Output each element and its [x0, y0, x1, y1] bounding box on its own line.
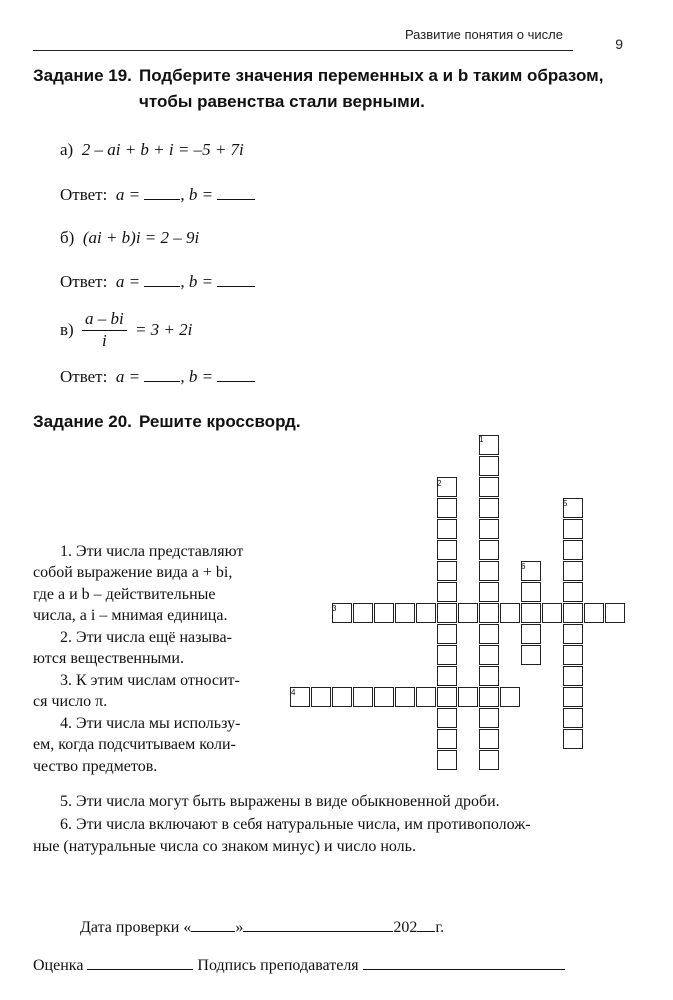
answer-a-blank[interactable] — [144, 272, 180, 287]
crossword-cell[interactable] — [563, 708, 583, 728]
crossword-cell[interactable] — [395, 687, 415, 707]
year-blank[interactable] — [417, 917, 435, 932]
crossword-number: 3 — [332, 604, 337, 613]
crossword-cell[interactable] — [521, 603, 541, 623]
grade-blank[interactable] — [87, 955, 193, 970]
crossword-cell[interactable] — [563, 645, 583, 665]
crossword-cell[interactable] — [437, 645, 457, 665]
answer-b-blank[interactable] — [217, 272, 255, 287]
crossword-cell[interactable] — [437, 750, 457, 770]
crossword-cell[interactable] — [521, 582, 541, 602]
answer-label: Ответ: — [60, 367, 108, 386]
crossword-cell[interactable] — [479, 687, 499, 707]
crossword-cell[interactable] — [479, 708, 499, 728]
crossword-cell[interactable] — [353, 603, 373, 623]
check-day-blank[interactable] — [191, 917, 235, 932]
item-letter: б) — [60, 228, 75, 247]
clue-line: где a и b – действительные — [33, 586, 216, 603]
page-number: 9 — [615, 36, 623, 52]
answer-row-a: Ответ: a = , b = — [60, 185, 255, 205]
crossword-cell[interactable] — [563, 582, 583, 602]
clue-line: ные (натуральные числа со знаком минус) и число ноль. — [33, 838, 416, 855]
check-date-row — [80, 917, 444, 937]
answer-b-label: b = — [188, 367, 214, 386]
crossword-cell[interactable] — [437, 687, 457, 707]
grade-label: Оценка — [33, 957, 84, 974]
crossword-cell[interactable] — [437, 519, 457, 539]
crossword-cell[interactable] — [437, 561, 457, 581]
item-letter: а) — [60, 140, 74, 159]
clue-line: 6. Эти числа включают в себя натуральные числа, им противополож- — [60, 816, 531, 833]
answer-row-c: Ответ: a = , b = — [60, 367, 255, 387]
crossword-number: 6 — [521, 562, 526, 571]
crossword-cell[interactable] — [437, 582, 457, 602]
clue-line: числа, а i – мнимая единица. — [33, 607, 228, 624]
clue-line: чество предметов. — [33, 758, 158, 775]
section-title: Развитие понятия о числе — [404, 27, 563, 42]
task19-title-line1: Подберите значения переменных a и b таким образом, — [139, 66, 604, 85]
clue-line: ются вещественными. — [33, 650, 184, 667]
clue-line: собой выражение вида a + bi, — [33, 564, 233, 581]
crossword-number: 4 — [291, 688, 296, 697]
clue-line: 5. Эти числа могут быть выражены в виде обыкновенной дроби. — [60, 793, 500, 810]
task19-item-c — [60, 309, 192, 351]
crossword-cell[interactable] — [353, 687, 373, 707]
answer-row-b: Ответ: a = , b = — [60, 272, 255, 292]
crossword-cell[interactable] — [437, 540, 457, 560]
crossword-cell[interactable] — [479, 624, 499, 644]
crossword-cell[interactable] — [563, 687, 583, 707]
check-date-quote: » — [235, 919, 244, 936]
header-divider — [33, 50, 573, 51]
crossword-cell[interactable] — [563, 624, 583, 644]
answer-a-blank[interactable] — [144, 185, 180, 200]
fraction — [82, 309, 127, 351]
fraction-numerator: a – bi — [82, 309, 127, 331]
crossword-cell[interactable] — [584, 603, 604, 623]
clue-line: 1. Эти числа представляют — [60, 543, 244, 560]
signature-label: Подпись преподавателя — [197, 957, 359, 974]
task20-title: Решите кроссворд. — [139, 412, 301, 431]
clue-line: 4. Эти числа мы использу- — [60, 715, 241, 732]
crossword-number: 5 — [563, 499, 568, 508]
crossword-cell[interactable] — [521, 624, 541, 644]
crossword-cell[interactable] — [542, 603, 562, 623]
clue-line: ся число π. — [33, 693, 108, 710]
item-letter: в) — [60, 320, 74, 339]
crossword-cell[interactable] — [563, 540, 583, 560]
answer-b-blank[interactable] — [217, 367, 255, 382]
crossword-cell[interactable] — [416, 687, 436, 707]
crossword-cell[interactable] — [479, 498, 499, 518]
equation: 2 – ai + b + i = –5 + 7i — [81, 140, 244, 159]
crossword-cell[interactable] — [458, 603, 478, 623]
task19-label: Задание 19. — [33, 66, 132, 85]
crossword-cell[interactable] — [479, 666, 499, 686]
crossword-cell[interactable] — [479, 477, 499, 497]
crossword-cell[interactable] — [605, 603, 625, 623]
answer-b-label: b = — [188, 185, 214, 204]
crossword-cell[interactable] — [479, 729, 499, 749]
crossword-cell[interactable] — [479, 540, 499, 560]
crossword-cell[interactable] — [521, 645, 541, 665]
crossword-cell[interactable] — [437, 624, 457, 644]
crossword-cell[interactable] — [458, 687, 478, 707]
signature-blank[interactable] — [363, 955, 565, 970]
crossword-cell[interactable] — [563, 561, 583, 581]
crossword-cell[interactable] — [437, 498, 457, 518]
crossword-cell[interactable] — [479, 645, 499, 665]
crossword-cell[interactable] — [479, 456, 499, 476]
crossword-cell[interactable] — [437, 729, 457, 749]
crossword-cell[interactable] — [500, 687, 520, 707]
answer-a-label: a = — [115, 272, 141, 291]
answer-a-blank[interactable] — [144, 367, 180, 382]
task20-label: Задание 20. — [33, 412, 132, 431]
clue-line: 2. Эти числа ещё называ- — [60, 629, 232, 646]
grade-signature-row — [33, 955, 565, 975]
answer-label: Ответ: — [60, 272, 108, 291]
fraction-denominator: i — [101, 331, 107, 350]
year-prefix: 202 — [393, 919, 418, 936]
crossword-cell[interactable] — [311, 687, 331, 707]
crossword-cell[interactable] — [563, 519, 583, 539]
answer-a-label: a = — [115, 185, 141, 204]
task19-item-b — [60, 228, 199, 248]
answer-b-label: b = — [188, 272, 214, 291]
year-suffix: г. — [435, 919, 445, 936]
clue-line: 3. К этим числам относит- — [60, 672, 240, 689]
crossword-cell[interactable] — [479, 603, 499, 623]
crossword-cell[interactable] — [563, 666, 583, 686]
crossword-cell[interactable] — [374, 603, 394, 623]
check-month-blank[interactable] — [243, 917, 393, 932]
crossword-cell[interactable] — [563, 729, 583, 749]
task19-item-a — [60, 140, 244, 160]
crossword-cell[interactable] — [563, 603, 583, 623]
crossword-cell[interactable] — [416, 603, 436, 623]
crossword-cell[interactable] — [479, 519, 499, 539]
crossword-cell[interactable] — [500, 603, 520, 623]
crossword-cell[interactable] — [437, 666, 457, 686]
crossword-cell[interactable] — [374, 687, 394, 707]
crossword-number: 2 — [437, 479, 442, 488]
crossword-cell[interactable] — [395, 603, 415, 623]
answer-b-blank[interactable] — [217, 185, 255, 200]
crossword-cell[interactable] — [479, 750, 499, 770]
answer-label: Ответ: — [60, 185, 108, 204]
answer-a-label: a = — [115, 367, 141, 386]
equation: (ai + b)i = 2 – 9i — [82, 228, 200, 247]
crossword-cell[interactable] — [332, 687, 352, 707]
crossword-cell[interactable] — [437, 603, 457, 623]
clue-line: ем, когда подсчитываем коли- — [33, 736, 236, 753]
task19-title-line2: чтобы равенства стали верными. — [139, 92, 425, 111]
check-date-label: Дата проверки « — [80, 919, 192, 936]
crossword-cell[interactable] — [437, 708, 457, 728]
crossword-cell[interactable] — [479, 561, 499, 581]
equation-rhs: = 3 + 2i — [134, 320, 193, 339]
crossword-cell[interactable] — [479, 582, 499, 602]
crossword-number: 1 — [479, 435, 484, 444]
